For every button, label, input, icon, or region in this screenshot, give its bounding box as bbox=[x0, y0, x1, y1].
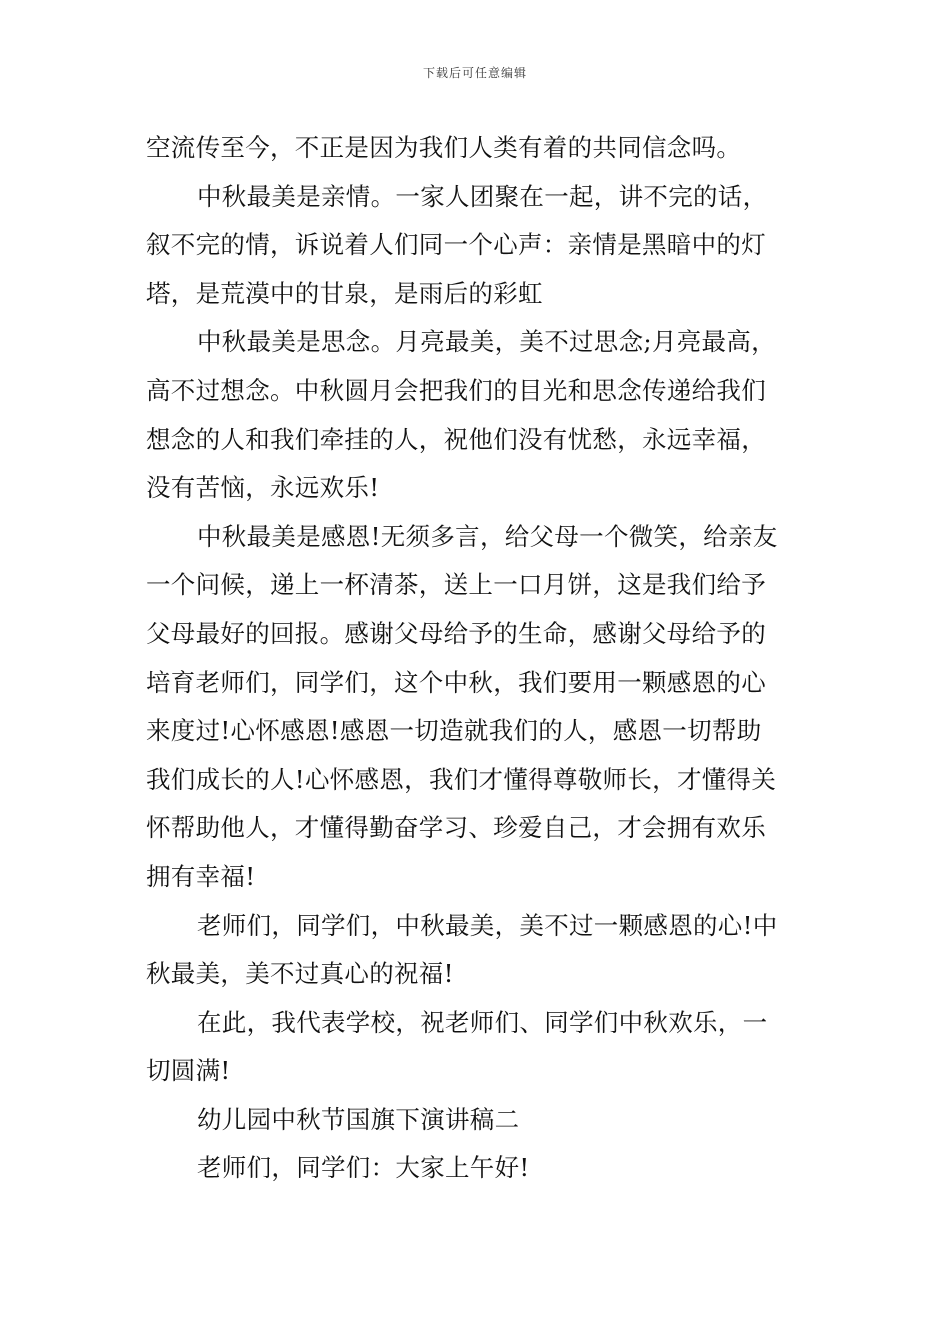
text-line: 我们成长的人!心怀感恩，我们才懂得尊敬师长，才懂得关 bbox=[146, 764, 777, 794]
text-line: 老师们，同学们：大家上午好! bbox=[197, 1153, 530, 1183]
text-line: 塔，是荒漠中的甘泉，是雨后的彩虹 bbox=[146, 278, 543, 308]
text-line: 中秋最美是亲情。一家人团聚在一起，讲不完的话， bbox=[197, 181, 768, 211]
text-line: 怀帮助他人，才懂得勤奋学习、珍爱自己，才会拥有欢乐 bbox=[146, 813, 766, 843]
text-line: 培育老师们，同学们，这个中秋，我们要用一颗感恩的心 bbox=[146, 667, 766, 697]
text-line: 老师们，同学们，中秋最美，美不过一颗感恩的心!中 bbox=[197, 910, 778, 940]
text-line: 没有苦恼，永远欢乐! bbox=[146, 473, 380, 503]
text-line: 切圆满! bbox=[146, 1056, 231, 1086]
text-line: 叙不完的情，诉说着人们同一个心声：亲情是黑暗中的灯 bbox=[146, 230, 766, 260]
page-header: 下载后可任意编辑 bbox=[422, 66, 527, 80]
text-line: 空流传至今，不正是因为我们人类有着的共同信念吗。 bbox=[146, 133, 742, 162]
text-line: 想念的人和我们牵挂的人，祝他们没有忧愁，永远幸福， bbox=[146, 424, 766, 454]
text-line: 高不过想念。中秋圆月会把我们的目光和思念传递给我们 bbox=[146, 375, 766, 405]
text-line: 秋最美，美不过真心的祝福! bbox=[146, 959, 454, 989]
text-line: 来度过!心怀感恩!感恩一切造就我们的人，感恩一切帮助 bbox=[146, 716, 762, 746]
text-line: 拥有幸福! bbox=[146, 861, 256, 891]
text-line: 中秋最美是感恩!无须多言，给父母一个微笑，给亲友 bbox=[197, 521, 778, 551]
text-line: 中秋最美是思念。月亮最美，美不过思念;月亮最高， bbox=[197, 327, 776, 357]
document-body bbox=[146, 124, 806, 1193]
text-line: 一个问候，递上一杯清茶，送上一口月饼，这是我们给予 bbox=[146, 570, 766, 600]
text-line: 幼儿园中秋节国旗下演讲稿二 bbox=[197, 1104, 520, 1134]
text-line: 在此，我代表学校，祝老师们、同学们中秋欢乐，一 bbox=[197, 1007, 768, 1037]
text-line: 父母最好的回报。感谢父母给予的生命，感谢父母给予的 bbox=[146, 618, 766, 648]
